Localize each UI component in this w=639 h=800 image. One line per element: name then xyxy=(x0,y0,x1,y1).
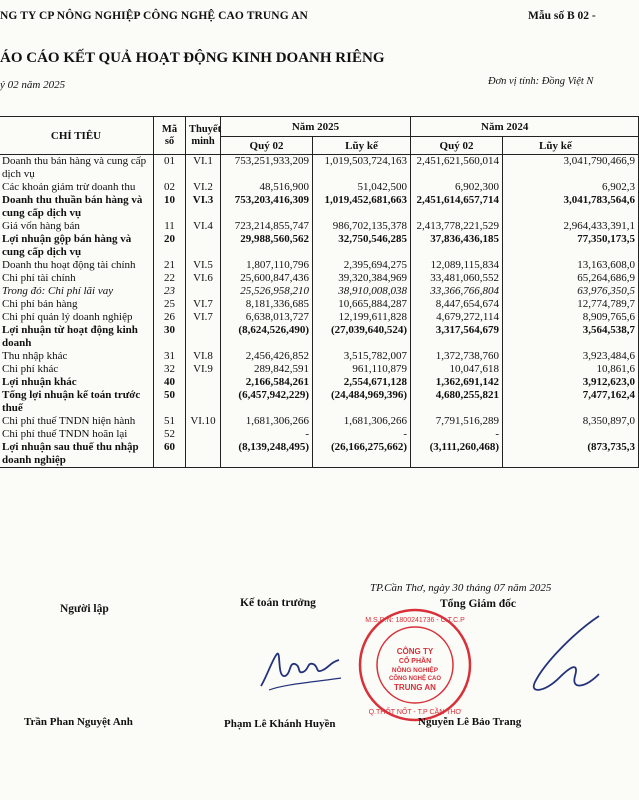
row-2025-quarter: (8,624,526,490) xyxy=(221,324,313,350)
row-2025-accumulated: - xyxy=(313,428,411,441)
row-2024-quarter: 4,679,272,114 xyxy=(411,311,503,324)
row-2024-accumulated: 65,264,686,9 xyxy=(503,272,639,285)
row-2024-quarter: 2,451,614,657,714 xyxy=(411,194,503,220)
row-2025-quarter: 8,181,336,685 xyxy=(221,298,313,311)
row-2024-accumulated: 6,902,3 xyxy=(503,181,639,194)
row-2025-quarter: 29,988,560,562 xyxy=(221,233,313,259)
svg-text:NÔNG NGHIỆP: NÔNG NGHIỆP xyxy=(391,667,439,674)
row-note: VI.2 xyxy=(186,181,221,194)
income-statement-table xyxy=(0,116,639,468)
row-2025-accumulated: 38,910,008,038 xyxy=(313,285,411,298)
row-2024-quarter: 6,902,300 xyxy=(411,181,503,194)
currency-unit: Đơn vị tính: Đồng Việt N xyxy=(488,76,594,87)
row-2025-quarter: 2,166,584,261 xyxy=(221,376,313,389)
row-code: 30 xyxy=(154,324,186,350)
row-2025-accumulated: 1,019,452,681,663 xyxy=(313,194,411,220)
table-row xyxy=(0,324,639,350)
row-code: 26 xyxy=(154,311,186,324)
row-code: 60 xyxy=(154,441,186,468)
row-indicator: Lợi nhuận khác xyxy=(0,376,154,389)
row-note: VI.9 xyxy=(186,363,221,376)
row-2024-accumulated: 3,564,538,7 xyxy=(503,324,639,350)
row-note xyxy=(186,428,221,441)
row-code: 31 xyxy=(154,350,186,363)
row-2025-quarter: 48,516,900 xyxy=(221,181,313,194)
table-row xyxy=(0,272,639,285)
row-indicator: Giá vốn hàng bán xyxy=(0,220,154,233)
row-2024-accumulated: 3,041,790,466,9 xyxy=(503,155,639,182)
row-note: VI.7 xyxy=(186,311,221,324)
preparer-name: Trần Phan Nguyệt Anh xyxy=(24,716,133,728)
preparer-role: Người lập xyxy=(60,603,109,615)
row-note xyxy=(186,324,221,350)
row-2024-accumulated xyxy=(503,428,639,441)
accountant-role: Kế toán trưởng xyxy=(240,597,316,609)
row-2024-accumulated: 12,774,789,7 xyxy=(503,298,639,311)
row-2025-quarter: 1,681,306,266 xyxy=(221,415,313,428)
col-2024-accumulated: Lũy kế xyxy=(503,137,639,155)
row-note: VI.5 xyxy=(186,259,221,272)
row-code: 10 xyxy=(154,194,186,220)
row-2024-quarter: 12,089,115,834 xyxy=(411,259,503,272)
row-2025-quarter: 753,251,933,209 xyxy=(221,155,313,182)
svg-text:CỔ PHẦN: CỔ PHẦN xyxy=(398,658,432,665)
row-2024-quarter: 3,317,564,679 xyxy=(411,324,503,350)
row-note: VI.6 xyxy=(186,272,221,285)
row-2025-accumulated: 1,681,306,266 xyxy=(313,415,411,428)
row-2025-accumulated: 986,702,135,378 xyxy=(313,220,411,233)
row-code: 52 xyxy=(154,428,186,441)
svg-text:CÔNG NGHỆ CAO: CÔNG NGHỆ CAO xyxy=(388,676,442,682)
row-indicator: Chi phí tài chính xyxy=(0,272,154,285)
table-row xyxy=(0,220,639,233)
row-note: VI.10 xyxy=(186,415,221,428)
row-note xyxy=(186,389,221,415)
row-indicator: Lợi nhuận gộp bán hàng và cung cấp dịch vụ xyxy=(0,233,154,259)
row-note xyxy=(186,376,221,389)
row-2025-accumulated: 39,320,384,969 xyxy=(313,272,411,285)
row-2024-accumulated: 3,041,783,564,6 xyxy=(503,194,639,220)
row-2025-accumulated: (24,484,969,396) xyxy=(313,389,411,415)
row-2025-accumulated: 51,042,500 xyxy=(313,181,411,194)
row-2024-quarter: 1,362,691,142 xyxy=(411,376,503,389)
row-2024-accumulated: 63,976,350,5 xyxy=(503,285,639,298)
svg-text:TRUNG AN: TRUNG AN xyxy=(394,683,436,692)
row-indicator: Chi phí bán hàng xyxy=(0,298,154,311)
report-period: ý 02 năm 2025 xyxy=(0,79,66,91)
director-name: Nguyễn Lê Bảo Trang xyxy=(418,716,522,728)
row-2024-accumulated: 3,912,623,0 xyxy=(503,376,639,389)
company-name: NG TY CP NÔNG NGHIỆP CÔNG NGHỆ CAO TRUNG AN xyxy=(0,10,308,22)
row-note: VI.8 xyxy=(186,350,221,363)
row-2025-accumulated: 32,750,546,285 xyxy=(313,233,411,259)
row-note xyxy=(186,285,221,298)
row-indicator: Lợi nhuận từ hoạt động kinh doanh xyxy=(0,324,154,350)
row-indicator: Trong đó: Chi phí lãi vay xyxy=(0,285,154,298)
svg-text:CÔNG TY: CÔNG TY xyxy=(396,647,434,656)
row-note xyxy=(186,441,221,468)
company-stamp xyxy=(356,606,474,724)
col-code: Mã số xyxy=(154,117,186,155)
row-code: 21 xyxy=(154,259,186,272)
svg-text:Q.THỐT NỐT - T.P CẦN THƠ: Q.THỐT NỐT - T.P CẦN THƠ xyxy=(368,709,462,716)
row-2025-quarter: 723,214,855,747 xyxy=(221,220,313,233)
row-2024-accumulated: (873,735,3 xyxy=(503,441,639,468)
row-2024-quarter: 1,372,738,760 xyxy=(411,350,503,363)
row-indicator: Chi phí quản lý doanh nghiệp xyxy=(0,311,154,324)
row-2024-quarter: 37,836,436,185 xyxy=(411,233,503,259)
table-row xyxy=(0,376,639,389)
row-2024-quarter: 2,413,778,221,529 xyxy=(411,220,503,233)
row-2024-accumulated: 7,477,162,4 xyxy=(503,389,639,415)
col-2025-accumulated: Lũy kế xyxy=(313,137,411,155)
table-row xyxy=(0,389,639,415)
director-signature xyxy=(505,612,600,707)
row-2024-quarter: 10,047,618 xyxy=(411,363,503,376)
row-2024-accumulated: 8,350,897,0 xyxy=(503,415,639,428)
table-row xyxy=(0,350,639,363)
row-code: 51 xyxy=(154,415,186,428)
row-indicator: Thu nhập khác xyxy=(0,350,154,363)
row-indicator: Tổng lợi nhuận kế toán trước thuế xyxy=(0,389,154,415)
row-code: 11 xyxy=(154,220,186,233)
row-code: 40 xyxy=(154,376,186,389)
row-code: 20 xyxy=(154,233,186,259)
row-indicator: Doanh thu bán hàng và cung cấp dịch vụ xyxy=(0,155,154,182)
table-row xyxy=(0,259,639,272)
row-2025-accumulated: 10,665,884,287 xyxy=(313,298,411,311)
row-2025-quarter: 2,456,426,852 xyxy=(221,350,313,363)
row-2025-quarter: 1,807,110,796 xyxy=(221,259,313,272)
row-code: 23 xyxy=(154,285,186,298)
table-row xyxy=(0,441,639,468)
row-2025-accumulated: 3,515,782,007 xyxy=(313,350,411,363)
row-2025-accumulated: (26,166,275,662) xyxy=(313,441,411,468)
row-2024-accumulated: 3,923,484,6 xyxy=(503,350,639,363)
row-2024-accumulated: 2,964,433,391,1 xyxy=(503,220,639,233)
row-indicator: Doanh thu hoạt động tài chính xyxy=(0,259,154,272)
table-row xyxy=(0,311,639,324)
row-2024-quarter: 33,366,766,804 xyxy=(411,285,503,298)
row-2024-quarter: 2,451,621,560,014 xyxy=(411,155,503,182)
row-2024-accumulated: 8,909,765,6 xyxy=(503,311,639,324)
table-row xyxy=(0,415,639,428)
accountant-signature xyxy=(255,638,345,698)
row-2024-quarter: 7,791,516,289 xyxy=(411,415,503,428)
row-2025-quarter: 289,842,591 xyxy=(221,363,313,376)
row-indicator: Các khoản giảm trừ doanh thu xyxy=(0,181,154,194)
table-row xyxy=(0,181,639,194)
row-code: 50 xyxy=(154,389,186,415)
row-2024-accumulated: 10,861,6 xyxy=(503,363,639,376)
row-code: 22 xyxy=(154,272,186,285)
row-indicator: Chi phí thuế TNDN hiện hành xyxy=(0,415,154,428)
table-row xyxy=(0,194,639,220)
row-code: 01 xyxy=(154,155,186,182)
table-row xyxy=(0,298,639,311)
col-indicator: CHỈ TIÊU xyxy=(0,117,154,155)
row-2024-quarter: 33,481,060,552 xyxy=(411,272,503,285)
row-2024-quarter: (3,111,260,468) xyxy=(411,441,503,468)
row-2025-quarter: 6,638,013,727 xyxy=(221,311,313,324)
row-code: 25 xyxy=(154,298,186,311)
row-2024-accumulated: 77,350,173,5 xyxy=(503,233,639,259)
row-2025-accumulated: 2,554,671,128 xyxy=(313,376,411,389)
row-2025-accumulated: 961,110,879 xyxy=(313,363,411,376)
row-2025-quarter: (8,139,248,495) xyxy=(221,441,313,468)
row-2025-quarter: 25,526,958,210 xyxy=(221,285,313,298)
table-row xyxy=(0,363,639,376)
row-2025-quarter: (6,457,942,229) xyxy=(221,389,313,415)
row-indicator: Doanh thu thuần bán hàng và cung cấp dịch vụ xyxy=(0,194,154,220)
table-row xyxy=(0,155,639,182)
row-2024-quarter: - xyxy=(411,428,503,441)
col-year-2025: Năm 2025 xyxy=(221,117,411,137)
table-row xyxy=(0,428,639,441)
row-indicator: Chi phí thuế TNDN hoãn lại xyxy=(0,428,154,441)
row-2024-quarter: 4,680,255,821 xyxy=(411,389,503,415)
table-row xyxy=(0,233,639,259)
col-year-2024: Năm 2024 xyxy=(411,117,639,137)
row-2024-quarter: 8,447,654,674 xyxy=(411,298,503,311)
place-date: TP.Cần Thơ, ngày 30 tháng 07 năm 2025 xyxy=(370,582,552,594)
row-note: VI.7 xyxy=(186,298,221,311)
row-indicator: Chi phí khác xyxy=(0,363,154,376)
col-2025-quarter: Quý 02 xyxy=(221,137,313,155)
svg-text:M.S.D.N: 1800241736 - C.T.C.P: M.S.D.N: 1800241736 - C.T.C.P xyxy=(365,617,465,624)
col-2024-quarter: Quý 02 xyxy=(411,137,503,155)
row-2025-quarter: - xyxy=(221,428,313,441)
row-2025-quarter: 25,600,847,436 xyxy=(221,272,313,285)
row-note: VI.3 xyxy=(186,194,221,220)
accountant-name: Phạm Lê Khánh Huyền xyxy=(224,718,336,730)
table-row xyxy=(0,285,639,298)
row-2024-accumulated: 13,163,608,0 xyxy=(503,259,639,272)
col-note: Thuyết minh xyxy=(186,117,221,155)
director-role: Tổng Giám đốc xyxy=(440,598,517,610)
form-number: Mẫu số B 02 - xyxy=(528,10,596,22)
row-note: VI.4 xyxy=(186,220,221,233)
row-2025-accumulated: 1,019,503,724,163 xyxy=(313,155,411,182)
row-note xyxy=(186,233,221,259)
row-2025-accumulated: (27,039,640,524) xyxy=(313,324,411,350)
row-code: 32 xyxy=(154,363,186,376)
row-2025-accumulated: 12,199,611,828 xyxy=(313,311,411,324)
row-indicator: Lợi nhuận sau thuế thu nhập doanh nghiệp xyxy=(0,441,154,468)
row-code: 02 xyxy=(154,181,186,194)
row-2025-accumulated: 2,395,694,275 xyxy=(313,259,411,272)
row-note: VI.1 xyxy=(186,155,221,182)
row-2025-quarter: 753,203,416,309 xyxy=(221,194,313,220)
report-title: ÁO CÁO KẾT QUẢ HOẠT ĐỘNG KINH DOANH RIÊNG xyxy=(0,50,385,66)
